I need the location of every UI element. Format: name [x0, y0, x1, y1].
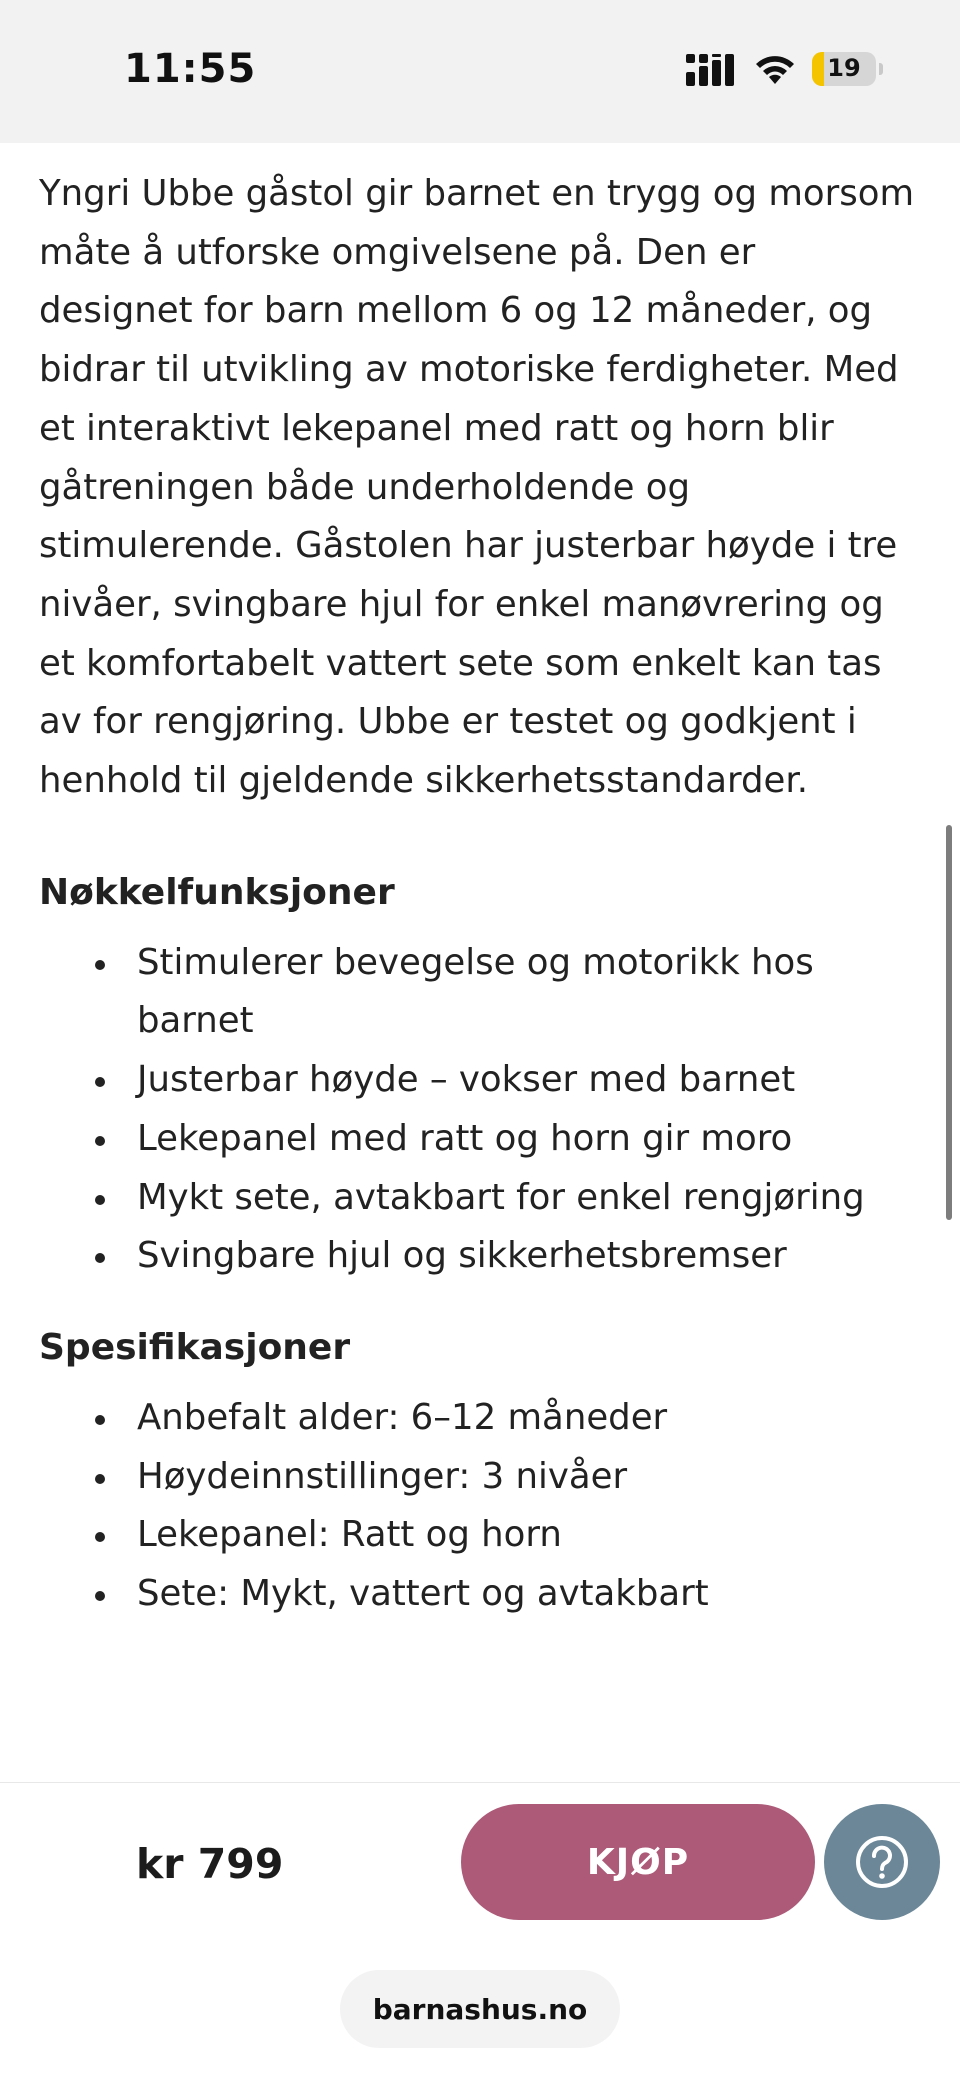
url-text: barnashus.no: [372, 1992, 588, 2026]
wifi-icon: [752, 52, 798, 86]
help-button[interactable]: [824, 1804, 940, 1920]
specifications-heading: Spesifikasjoner: [39, 1326, 351, 1368]
key-features-heading: Nøkkelfunksjoner: [39, 871, 395, 913]
product-price: kr 799: [136, 1840, 284, 1888]
buy-button[interactable]: KJØP: [461, 1804, 815, 1920]
list-item: Mykt sete, avtakbart for enkel rengjøring: [137, 1169, 919, 1228]
battery-icon: [812, 52, 876, 86]
status-bar: [0, 0, 960, 143]
list-item: Stimulerer bevegelse og motorikk hos barnet: [137, 934, 919, 1051]
bullet-icon: [95, 1136, 105, 1146]
list-item: Svingbare hjul og sikkerhetsbremser: [137, 1227, 919, 1286]
battery-level: 19: [827, 54, 861, 82]
specifications-list: [39, 1389, 919, 1624]
list-item: Justerbar høyde – vokser med barnet: [137, 1051, 919, 1110]
bullet-icon: [95, 960, 105, 970]
bullet-icon: [95, 1415, 105, 1425]
list-item: Lekepanel: Ratt og horn: [137, 1506, 919, 1565]
status-time: 11:55: [124, 46, 257, 92]
status-icons: [686, 50, 886, 90]
list-item: Anbefalt alder: 6–12 måneder: [137, 1389, 919, 1448]
bullet-icon: [95, 1077, 105, 1087]
signal-icon: [686, 54, 738, 86]
key-features-list: [39, 934, 919, 1286]
battery-nub: [879, 63, 883, 75]
list-item: Sete: Mykt, vattert og avtakbart: [137, 1565, 919, 1624]
product-description: Yngri Ubbe gåstol gir barnet en trygg og morsom måte å utforske omgivelsene på. Den er designet for barn mellom 6 og 12 måneder, og bidrar til utvikling av motoriske ferdigheter. Med et interaktivt lekepanel med ratt og horn blir gåtreningen både underholdende og stimulerende. Gåstolen har justerbar høyde i tre nivåer, svingbare hjul for enkel manøvrering og et komfortabelt vattert sete som enkelt kan tas av for rengjøring. Ubbe er testet og godkjent i henhold til gjeldende sikkerhetsstandarder.: [39, 173, 915, 802]
url-bar[interactable]: [340, 1970, 620, 2048]
scroll-indicator[interactable]: [946, 825, 952, 1220]
question-circle-icon: [854, 1834, 910, 1890]
bullet-icon: [95, 1195, 105, 1205]
bullet-icon: [95, 1591, 105, 1601]
product-description-section: [39, 165, 919, 1624]
purchase-bar: [0, 1782, 960, 2082]
bullet-icon: [95, 1532, 105, 1542]
bullet-icon: [95, 1474, 105, 1484]
list-item: Lekepanel med ratt og horn gir moro: [137, 1110, 919, 1169]
list-item: Høydeinnstillinger: 3 nivåer: [137, 1448, 919, 1507]
bullet-icon: [95, 1253, 105, 1263]
